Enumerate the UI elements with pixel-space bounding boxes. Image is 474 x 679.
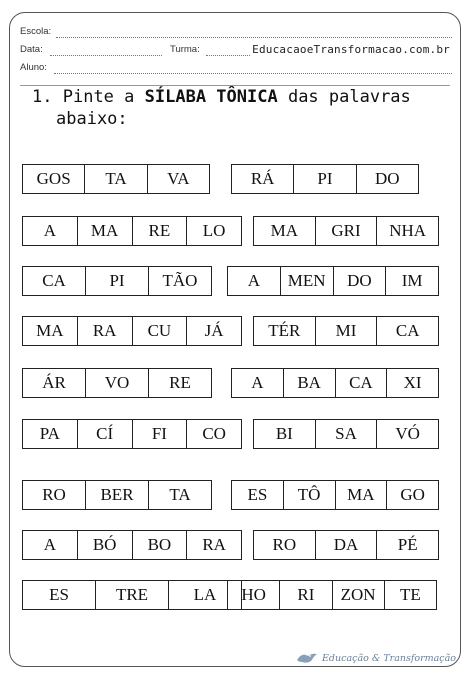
syllable-cell[interactable]: RO [272, 535, 297, 554]
syllable-cell[interactable]: VA [147, 165, 209, 193]
syllable-cell[interactable]: CA [42, 271, 66, 290]
syllable-cell[interactable]: ÁR [42, 373, 66, 392]
logo-text: Educação & Transformação [322, 652, 457, 664]
word-box [22, 530, 242, 560]
worksheet-header [20, 23, 452, 77]
turma-label: Turma: [170, 44, 200, 55]
bird-logo-icon [296, 651, 318, 665]
word-box [22, 266, 212, 296]
syllable-cell[interactable]: A [43, 535, 57, 554]
word-box [22, 316, 242, 346]
instruction-text-before: Pinte a [62, 87, 135, 107]
instruction [32, 86, 437, 130]
syllable-cell[interactable]: RO [42, 485, 66, 504]
syllable-cell[interactable]: ZON [332, 581, 384, 609]
aluno-label: Aluno: [20, 62, 47, 73]
syllable-cell[interactable]: MEN [280, 267, 333, 295]
word-box [231, 164, 419, 194]
word-box [253, 316, 439, 346]
syllable-cell[interactable]: GRI [315, 217, 377, 245]
word-box [22, 480, 212, 510]
syllable-cell[interactable]: MA [77, 217, 132, 245]
escola-label: Escola: [20, 26, 52, 37]
word-box [253, 216, 439, 246]
syllable-cell[interactable]: PI [85, 267, 148, 295]
word-box [22, 419, 242, 449]
word-box [22, 216, 242, 246]
syllable-cell[interactable]: RÁ [250, 169, 275, 188]
syllable-cell[interactable]: PÉ [376, 531, 438, 559]
syllable-cell[interactable]: IM [385, 267, 438, 295]
syllable-cell[interactable]: A [43, 221, 57, 240]
word-box [22, 368, 212, 398]
syllable-cell[interactable]: DO [356, 165, 418, 193]
instruction-number: 1. [32, 87, 53, 107]
word-box [231, 368, 439, 398]
syllable-cell[interactable]: CA [376, 317, 438, 345]
syllable-cell[interactable]: ES [49, 585, 69, 604]
syllable-cell[interactable]: TRE [95, 581, 168, 609]
data-label: Data: [20, 44, 43, 55]
syllable-cell[interactable]: A [251, 373, 264, 392]
syllable-cell[interactable]: GO [386, 481, 438, 509]
instruction-text-after: das palavras [287, 87, 411, 107]
syllable-cell[interactable]: TÉR [268, 321, 301, 340]
syllable-cell[interactable]: TA [84, 165, 146, 193]
syllable-cell[interactable]: RE [148, 369, 211, 397]
syllable-cell[interactable]: VÓ [376, 420, 438, 448]
syllable-cell[interactable]: TA [148, 481, 211, 509]
syllable-cell[interactable]: TÃO [148, 267, 211, 295]
syllable-cell[interactable]: JÁ [186, 317, 241, 345]
syllable-cell[interactable]: BA [283, 369, 335, 397]
aluno-row [20, 59, 452, 77]
data-line [50, 55, 162, 56]
syllable-cell[interactable]: HO [241, 585, 266, 604]
aluno-line [54, 73, 452, 74]
word-box [253, 530, 439, 560]
footer-logo [296, 651, 456, 665]
syllable-cell[interactable]: DO [333, 267, 386, 295]
syllable-cell[interactable]: BI [275, 424, 293, 443]
syllable-cell[interactable]: RA [186, 531, 241, 559]
syllable-cell[interactable]: GOS [36, 169, 71, 188]
syllable-cell[interactable]: VO [85, 369, 148, 397]
word-box [22, 580, 242, 610]
word-box [253, 419, 439, 449]
syllable-cell[interactable]: MA [36, 321, 64, 340]
syllable-cell[interactable]: BÓ [77, 531, 132, 559]
syllable-cell[interactable]: RE [132, 217, 187, 245]
syllable-cell[interactable]: A [247, 271, 261, 290]
syllable-cell[interactable]: BER [85, 481, 148, 509]
syllable-cell[interactable]: TÔ [283, 481, 335, 509]
word-box [231, 480, 439, 510]
data-turma-row [20, 41, 452, 59]
word-box [227, 580, 437, 610]
syllable-cell[interactable]: LO [186, 217, 241, 245]
site-url: EducacaoeTransformacao.com.br [252, 43, 450, 56]
syllable-cell[interactable]: ES [247, 485, 268, 504]
syllable-cell[interactable]: MA [335, 481, 387, 509]
syllable-cell[interactable]: MI [315, 317, 377, 345]
syllable-cell[interactable]: PI [293, 165, 355, 193]
word-box [227, 266, 439, 296]
syllable-cell[interactable]: CO [186, 420, 241, 448]
instruction-highlight: SÍLABA TÔNICA [144, 87, 278, 107]
syllable-cell[interactable]: XI [386, 369, 438, 397]
syllable-cell[interactable]: PA [39, 424, 60, 443]
turma-line [206, 55, 250, 56]
word-box [22, 164, 210, 194]
syllable-cell[interactable]: RA [77, 317, 132, 345]
syllable-cell[interactable]: MA [270, 221, 299, 240]
syllable-cell[interactable]: SA [315, 420, 377, 448]
syllable-cell[interactable]: CU [132, 317, 187, 345]
syllable-cell[interactable]: DA [315, 531, 377, 559]
instruction-continuation: abaixo: [56, 109, 128, 129]
syllable-cell[interactable]: TE [384, 581, 436, 609]
syllable-cell[interactable]: LA [168, 581, 241, 609]
syllable-cell[interactable]: FI [132, 420, 187, 448]
syllable-cell[interactable]: RI [279, 581, 331, 609]
escola-row [20, 23, 452, 41]
syllable-cell[interactable]: CA [335, 369, 387, 397]
syllable-cell[interactable]: NHA [376, 217, 438, 245]
escola-line [56, 37, 452, 38]
syllable-cell[interactable]: BO [132, 531, 187, 559]
syllable-cell[interactable]: CÍ [77, 420, 132, 448]
